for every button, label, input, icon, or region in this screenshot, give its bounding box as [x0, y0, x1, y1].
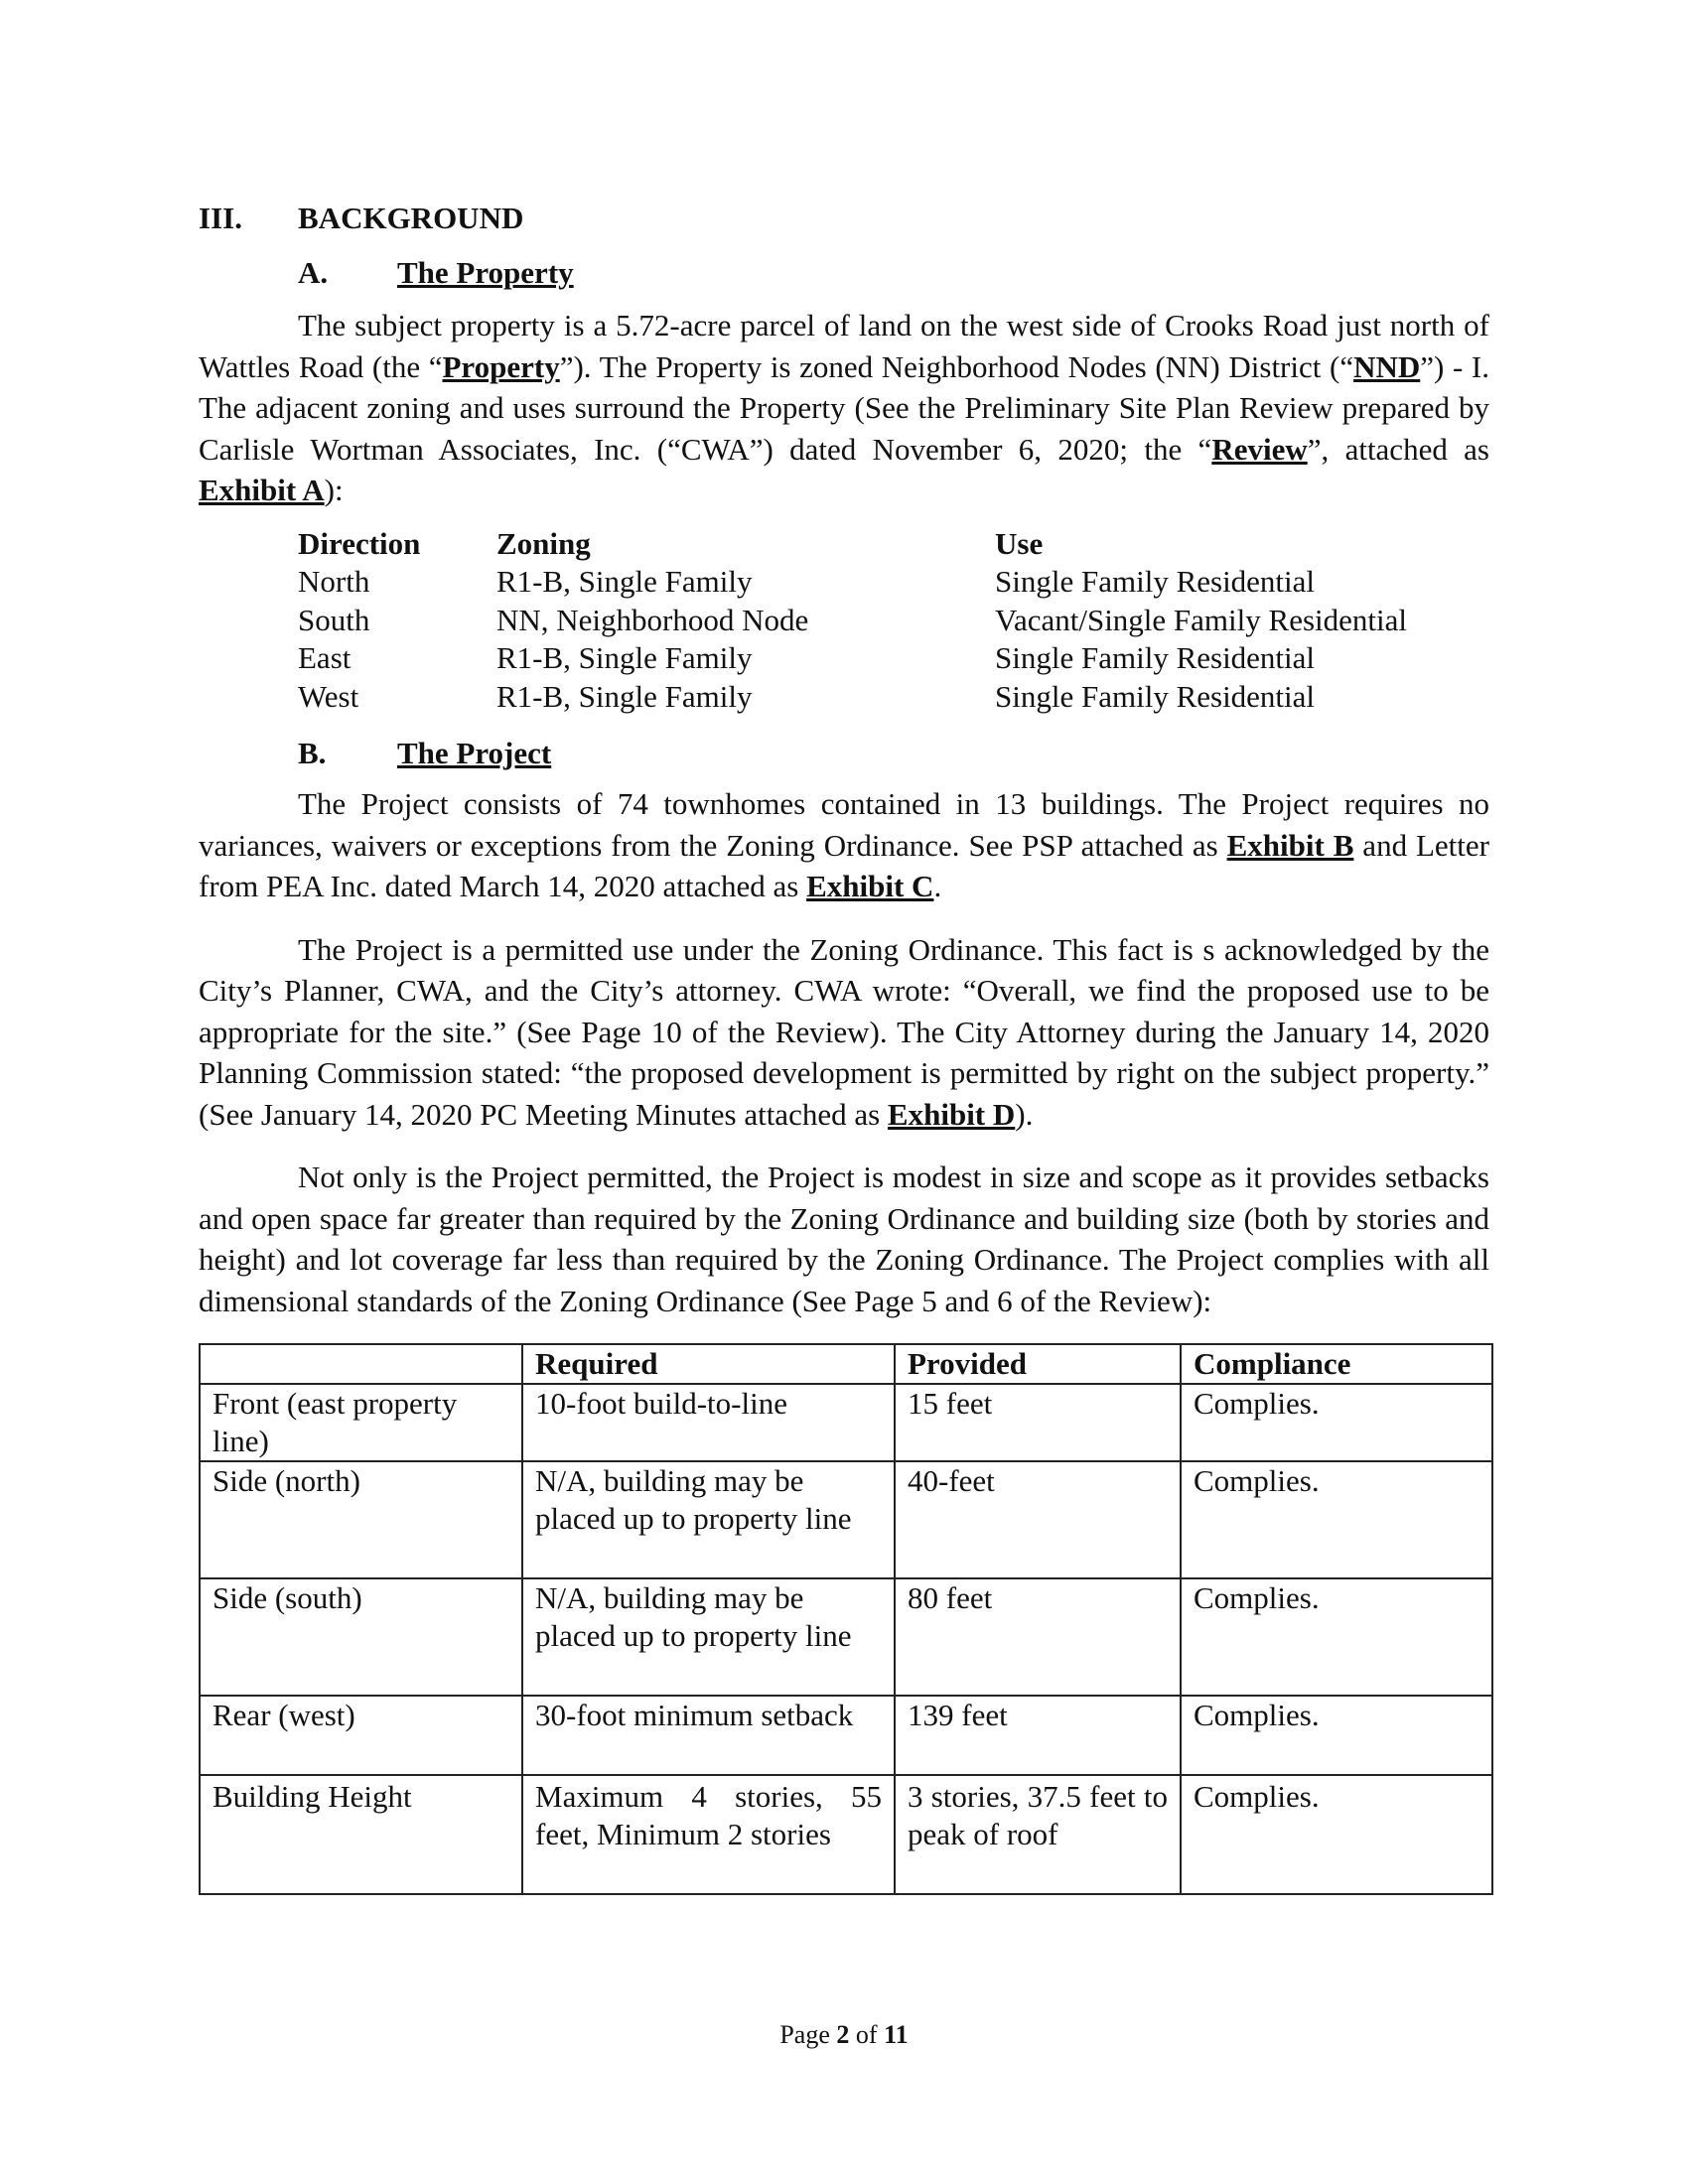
dim-cell: 10-foot build-to-line — [522, 1384, 895, 1461]
zoning-table — [298, 525, 1472, 717]
text-run: ): — [324, 473, 344, 507]
dim-cell: Side (north) — [200, 1461, 522, 1578]
exhibit-d-ref: Exhibit D — [887, 1096, 1016, 1132]
dim-header-cell: Compliance — [1181, 1344, 1492, 1384]
dim-cell: Rear (west) — [200, 1696, 522, 1775]
dim-cell: Complies. — [1181, 1384, 1492, 1461]
dimensional-standards-table — [199, 1343, 1493, 1895]
text-run: The Project consists of 74 townhomes contained in 13 buildings. The Project requires no variances, waivers or exceptions from the Zoning Ordinance. See PSP attached as — [199, 786, 1489, 863]
section-title: BACKGROUND — [298, 201, 524, 235]
zoning-cell: Single Family Residential — [995, 640, 1316, 675]
dim-cell: Maximum 4 stories, 55 feet, Minimum 2 stories — [522, 1775, 895, 1894]
zoning-cell: Single Family Residential — [995, 678, 1316, 714]
section-number: III. — [199, 201, 242, 235]
dim-cell: 139 feet — [895, 1696, 1181, 1775]
dim-cell: Building Height — [200, 1775, 522, 1894]
text-run: ”, attached as — [1307, 431, 1489, 467]
dim-cell: N/A, building may be placed up to property line — [522, 1461, 895, 1578]
text-run: . — [933, 869, 942, 903]
dim-cell: Complies. — [1181, 1461, 1492, 1578]
footer-text: Page — [779, 2020, 837, 2049]
text-run: The subject property is a 5.72-acre parcel of land on the west side of Crooks Road just north of Wattles Road (the “ — [199, 308, 1489, 384]
defined-term-property: Property — [442, 348, 560, 384]
text-run: ”). The Property is zoned Neighborhood Nodes (NN) District (“ — [559, 348, 1354, 384]
subheading-title: The Project — [397, 736, 552, 770]
subheading-project — [199, 724, 1489, 783]
dim-cell: Complies. — [1181, 1775, 1492, 1894]
defined-term-nnd: NND — [1353, 348, 1421, 384]
dim-cell: 30-foot minimum setback — [522, 1696, 895, 1775]
dim-row — [200, 1384, 1492, 1461]
zoning-cell: R1-B, Single Family — [496, 678, 753, 714]
dim-header-cell — [200, 1344, 522, 1384]
zoning-cell: Vacant/Single Family Residential — [995, 602, 1407, 637]
subheading-property — [199, 243, 1489, 303]
paragraph-permitted — [199, 929, 1489, 1136]
dim-cell: 80 feet — [895, 1578, 1181, 1696]
page-number-current: 2 — [836, 2020, 850, 2049]
footer-text: of — [849, 2020, 885, 2049]
zoning-header-cell: Use — [995, 525, 1044, 561]
zoning-cell: East — [298, 640, 352, 675]
document-page — [199, 194, 1489, 1895]
dim-header-cell: Required — [522, 1344, 895, 1384]
section-heading — [199, 194, 1489, 243]
dim-cell: Complies. — [1181, 1696, 1492, 1775]
subheading-title: The Property — [397, 255, 574, 290]
zoning-cell: R1-B, Single Family — [496, 640, 753, 675]
zoning-row — [298, 678, 1472, 717]
defined-term-review: Review — [1211, 431, 1308, 467]
zoning-header-cell: Zoning — [496, 525, 591, 561]
dim-cell: 40-feet — [895, 1461, 1181, 1578]
zoning-header-cell: Direction — [298, 525, 421, 561]
dim-header-row — [200, 1344, 1492, 1384]
text-run: The Project is a permitted use under the Zoning Ordinance. This fact is s acknowledged by the City’s Planner, CWA, and the City’s attorney. CWA wrote: “Overall, we find the proposed use to be appropriate for the site.” (See Page 10 of the Review). The City Attorney during the January 14, 2020 Planning Commission stated: “the proposed development is permitted by right on the subject property.” (See January 14, 2020 PC Meeting Minutes attached as — [199, 931, 1489, 1132]
subheading-letter: A. — [298, 255, 329, 290]
text-run: and Letter from PEA Inc. dated March 14, 2020 attached as — [199, 827, 1489, 903]
dim-row — [200, 1696, 1492, 1775]
dim-cell: N/A, building may be placed up to property line — [522, 1578, 895, 1696]
paragraph-modest: Not only is the Project permitted, the Project is modest in size and scope as it provides setbacks and open space far greater than required by the Zoning Ordinance and building size (both by stories and height) and lot coverage far less than required by the Zoning Ordinance. The Project complies with all dimensional standards of the Zoning Ordinance (See Page 5 and 6 of the Review): — [199, 1160, 1489, 1318]
exhibit-a-ref: Exhibit A — [199, 473, 325, 507]
dim-cell: Front (east property line) — [200, 1384, 522, 1461]
zoning-row — [298, 639, 1472, 678]
zoning-row — [298, 563, 1472, 602]
dim-header-cell: Provided — [895, 1344, 1181, 1384]
dim-cell: 3 stories, 37.5 feet to peak of roof — [895, 1775, 1181, 1894]
dim-cell: Side (south) — [200, 1578, 522, 1696]
page-footer — [0, 2020, 1688, 2050]
dim-row — [200, 1775, 1492, 1894]
exhibit-b-ref: Exhibit B — [1226, 827, 1354, 863]
page-number-total: 11 — [884, 2020, 909, 2049]
zoning-row — [298, 602, 1472, 640]
zoning-cell: North — [298, 564, 370, 599]
zoning-cell: R1-B, Single Family — [496, 564, 753, 599]
zoning-header-row — [298, 525, 1472, 564]
paragraph-property — [199, 305, 1489, 511]
dim-cell: 15 feet — [895, 1384, 1181, 1461]
exhibit-c-ref: Exhibit C — [806, 869, 934, 903]
zoning-cell: NN, Neighborhood Node — [496, 602, 809, 637]
text-run: ). — [1015, 1096, 1034, 1132]
subheading-letter: B. — [298, 736, 327, 770]
dim-row — [200, 1578, 1492, 1696]
text-run: ”) - I. The adjacent zoning and uses surround the Property (See the Preliminary Site Plan Review prepared by Carlisle Wortman Associates, Inc. (“CWA”) dated November 6, 2020; the “ — [199, 348, 1489, 467]
dim-row — [200, 1461, 1492, 1578]
zoning-cell: South — [298, 602, 370, 637]
zoning-cell: West — [298, 678, 359, 714]
paragraph-project — [199, 783, 1489, 907]
dim-cell: Complies. — [1181, 1578, 1492, 1696]
zoning-cell: Single Family Residential — [995, 564, 1316, 599]
